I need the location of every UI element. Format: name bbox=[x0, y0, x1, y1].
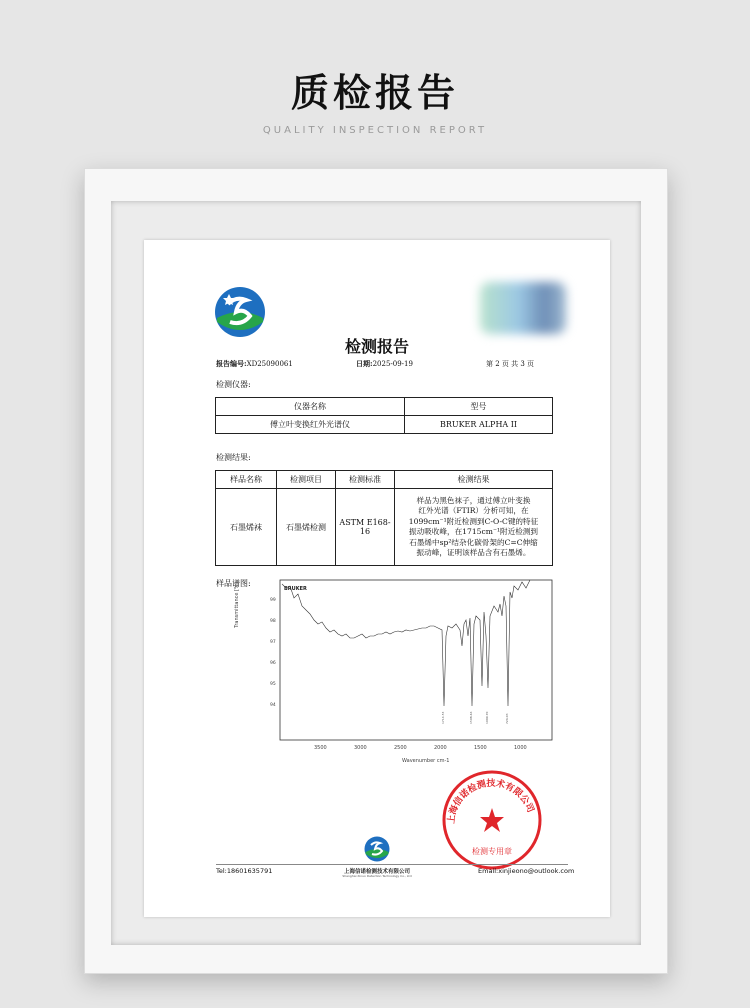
result-table bbox=[215, 470, 553, 566]
red-inspection-stamp-icon bbox=[440, 768, 544, 872]
report-number: 报告编号:XD25090061 bbox=[216, 359, 293, 368]
y-tick-label: 96 bbox=[270, 661, 276, 666]
y-ticks bbox=[270, 597, 276, 708]
result-line: 红外光谱（FTIR）分析可知，在 bbox=[418, 506, 529, 515]
peak-label: 1508.46 bbox=[469, 711, 473, 724]
table-header-row bbox=[216, 471, 553, 489]
peak-labels bbox=[441, 712, 509, 724]
y-axis-label: Transmittance [%] bbox=[234, 582, 240, 628]
result-line: 样品为黑色袜子，通过傅立叶变换 bbox=[416, 495, 531, 505]
table-row bbox=[216, 489, 553, 566]
x-axis-label: Wavenumber cm-1 bbox=[402, 758, 450, 764]
x-tick-label: 3500 bbox=[314, 745, 327, 751]
footer-email: Email:xinjieono@outlook.com bbox=[478, 867, 575, 875]
x-tick-label: 2000 bbox=[434, 745, 447, 751]
peak-label: 1099.70 bbox=[485, 711, 489, 724]
footer-company: 上海信诺检测技术有限公司 bbox=[343, 869, 410, 875]
result-line: 石墨烯中sp²结杂化碳骨架的C=C伸缩 bbox=[409, 537, 538, 547]
footer-tel: Tel:18601635791 bbox=[216, 867, 273, 875]
x-tick-label: 1500 bbox=[474, 745, 487, 751]
y-tick-label: 98 bbox=[270, 619, 276, 624]
y-tick-label: 94 bbox=[270, 703, 276, 708]
result-line: 1099cm⁻¹附近检测到C-O-C键的特征 bbox=[408, 516, 539, 526]
x-tick-label: 1000 bbox=[514, 745, 527, 751]
table-header-cell: 仪器名称 bbox=[216, 398, 405, 416]
table-header-row bbox=[216, 398, 553, 416]
peak-label: 726.03 bbox=[505, 713, 509, 724]
y-tick-label: 99 bbox=[270, 598, 276, 603]
result-text-cell bbox=[395, 489, 553, 566]
result-line: 振动峰，证明该样品含有石墨烯。 bbox=[416, 548, 531, 557]
page-number: 第 2 页 共 3 页 bbox=[486, 360, 535, 368]
y-tick-label: 95 bbox=[270, 682, 276, 687]
table-row bbox=[216, 416, 553, 434]
instrument-table bbox=[215, 397, 553, 434]
stamp-ring-text: 上海信诺检测技术有限公司 bbox=[446, 778, 536, 825]
table-header-cell: 检测标准 bbox=[336, 471, 395, 489]
table-cell: 傅立叶变换红外光谱仪 bbox=[216, 416, 405, 434]
plot-frame bbox=[280, 580, 552, 740]
y-tick-label: 97 bbox=[270, 640, 276, 645]
result-section-label: 检测结果: bbox=[216, 453, 251, 462]
hero-subtitle: QUALITY INSPECTION REPORT bbox=[262, 125, 488, 136]
table-cell: ASTM E168-16 bbox=[336, 489, 395, 566]
footer-logo bbox=[347, 836, 407, 866]
blurred-seal bbox=[480, 282, 566, 334]
footer-company-en: Shanghai Xinuo Detection Technology Co., Ltd bbox=[342, 874, 412, 878]
hero-title: 质检报告 bbox=[290, 71, 459, 115]
peak-label: 1714.53 bbox=[441, 711, 445, 724]
ftir-spectrum-chart bbox=[256, 576, 556, 766]
table-cell: 石墨烯检测 bbox=[277, 489, 336, 566]
table-cell: 石墨烯袜 bbox=[216, 489, 277, 566]
footer-divider bbox=[216, 864, 568, 865]
table-header-cell: 检测项目 bbox=[277, 471, 336, 489]
table-cell: BRUKER ALPHA II bbox=[405, 416, 553, 434]
company-logo-icon bbox=[364, 836, 390, 862]
stamp-bottom-text: 检测专用章 bbox=[472, 847, 512, 856]
table-header-cell: 样品名称 bbox=[216, 471, 277, 489]
company-logo-icon bbox=[214, 286, 266, 338]
table-header-cell: 检测结果 bbox=[395, 471, 553, 489]
x-tick-label: 2500 bbox=[394, 745, 407, 751]
report-title: 检测报告 bbox=[344, 337, 409, 356]
spectrum-series-line bbox=[282, 580, 530, 706]
result-line: 振动吸收峰，在1715cm⁻¹附近检测到 bbox=[409, 527, 538, 536]
report-paper bbox=[144, 240, 610, 917]
report-date: 日期:2025-09-19 bbox=[356, 359, 413, 368]
spectrum-section-label: 样品谱图: bbox=[216, 579, 251, 588]
x-tick-label: 3000 bbox=[354, 745, 367, 751]
table-header-cell: 型号 bbox=[405, 398, 553, 416]
bruker-brand-label: BRUKER bbox=[284, 586, 307, 592]
instrument-section-label: 检测仪器: bbox=[216, 380, 251, 389]
